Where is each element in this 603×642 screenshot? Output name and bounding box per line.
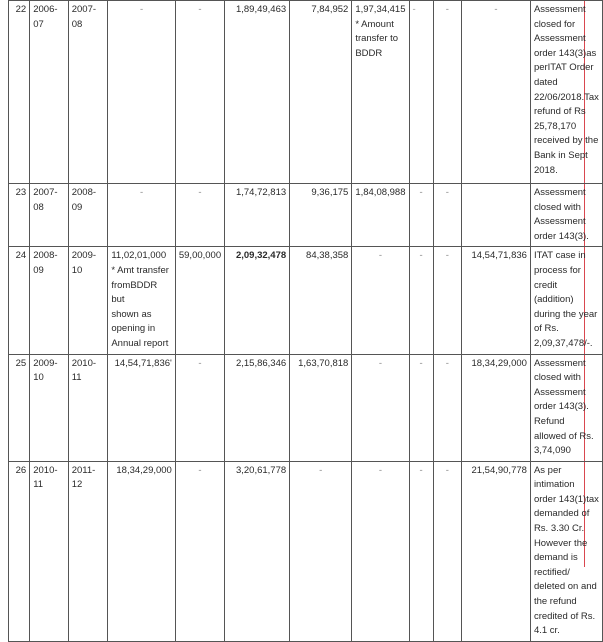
cell-col10: -: [433, 461, 461, 641]
cell-col11: 18,34,29,000: [461, 354, 530, 461]
cell-col8: 1,97,34,415 * Amount transfer to BDDR: [352, 1, 409, 184]
remarks-cell: Assessment closed with Assessment order 143(3). Refund allowed of Rs. 3,74,090: [530, 354, 602, 461]
serial-number: 23: [9, 184, 30, 247]
cell-col7: 9,36,175: [290, 184, 352, 247]
cell-col6: 3,20,61,778: [225, 461, 290, 641]
cell-col9: -: [409, 354, 433, 461]
remarks-cell: Assessment closed for Assessment order 143(3)as perITAT Order dated 22/06/2018.Tax refund of Rs 25,78,170 received by the Bank in Sept 2018.: [530, 1, 602, 184]
cell-col4: 18,34,29,000: [108, 461, 176, 641]
cell-col10: -: [433, 184, 461, 247]
remarks-cell: As per intimation order 143(1)tax demanded of Rs. 3.30 Cr. However the demand is rectified/ deleted on and the refund credited of Rs. 4.1 cr.: [530, 461, 602, 641]
cell-col4: -: [108, 1, 176, 184]
table-row: [9, 184, 603, 247]
cell-col5: -: [175, 184, 224, 247]
serial-number: 22: [9, 1, 30, 184]
table-row: [9, 247, 603, 354]
financial-year: 2007-08: [68, 1, 108, 184]
cell-col6: 2,09,32,478: [225, 247, 290, 354]
table-row: [9, 354, 603, 461]
serial-number: 25: [9, 354, 30, 461]
cell-col10: -: [433, 354, 461, 461]
cell-col9: -: [409, 461, 433, 641]
serial-number: 24: [9, 247, 30, 354]
cell-col6: 1,89,49,463: [225, 1, 290, 184]
financial-year: 2011-12: [68, 461, 108, 641]
cell-col11: -: [461, 1, 530, 184]
assessment-year: 2006-07: [30, 1, 69, 184]
cell-col9: -: [409, 184, 433, 247]
cell-col10: -: [433, 247, 461, 354]
cell-col11: [461, 184, 530, 247]
cell-col10: -: [433, 1, 461, 184]
cell-col7: 84,38,358: [290, 247, 352, 354]
cell-col7: 1,63,70,818: [290, 354, 352, 461]
cell-col11: 21,54,90,778: [461, 461, 530, 641]
cell-col8: 1,84,08,988: [352, 184, 409, 247]
cell-col8: -: [352, 354, 409, 461]
cell-col4: -: [108, 184, 176, 247]
cell-col9: -: [409, 1, 433, 184]
cell-col5: -: [175, 461, 224, 641]
cell-col4: 11,02,01,000 * Amt transfer fromBDDR but shown as opening in Annual report: [108, 247, 176, 354]
financial-year: 2008-09: [68, 184, 108, 247]
cell-col6: 2,15,86,346: [225, 354, 290, 461]
cell-col4: 14,54,71,836': [108, 354, 176, 461]
assessment-year: 2010-11: [30, 461, 69, 641]
remarks-cell: ITAT case in process for credit (addition) during the year of Rs. 2,09,37,478/-.: [530, 247, 602, 354]
cell-col8: -: [352, 461, 409, 641]
assessment-year: 2007-08: [30, 184, 69, 247]
remarks-cell: Assessment closed with Assessment order 143(3).: [530, 184, 602, 247]
cell-col8: -: [352, 247, 409, 354]
financial-year: 2010-11: [68, 354, 108, 461]
table-row: [9, 1, 603, 184]
tax-assessment-table: [8, 0, 603, 642]
cell-col7: -: [290, 461, 352, 641]
cell-col5: -: [175, 354, 224, 461]
cell-col5: 59,00,000: [175, 247, 224, 354]
assessment-year: 2009-10: [30, 354, 69, 461]
cell-col9: -: [409, 247, 433, 354]
cell-col7: 7,84,952: [290, 1, 352, 184]
cell-col11: 14,54,71,836: [461, 247, 530, 354]
table-row: [9, 461, 603, 641]
financial-year: 2009-10: [68, 247, 108, 354]
cell-col5: -: [175, 1, 224, 184]
serial-number: 26: [9, 461, 30, 641]
assessment-year: 2008-09: [30, 247, 69, 354]
cell-col6: 1,74,72,813: [225, 184, 290, 247]
